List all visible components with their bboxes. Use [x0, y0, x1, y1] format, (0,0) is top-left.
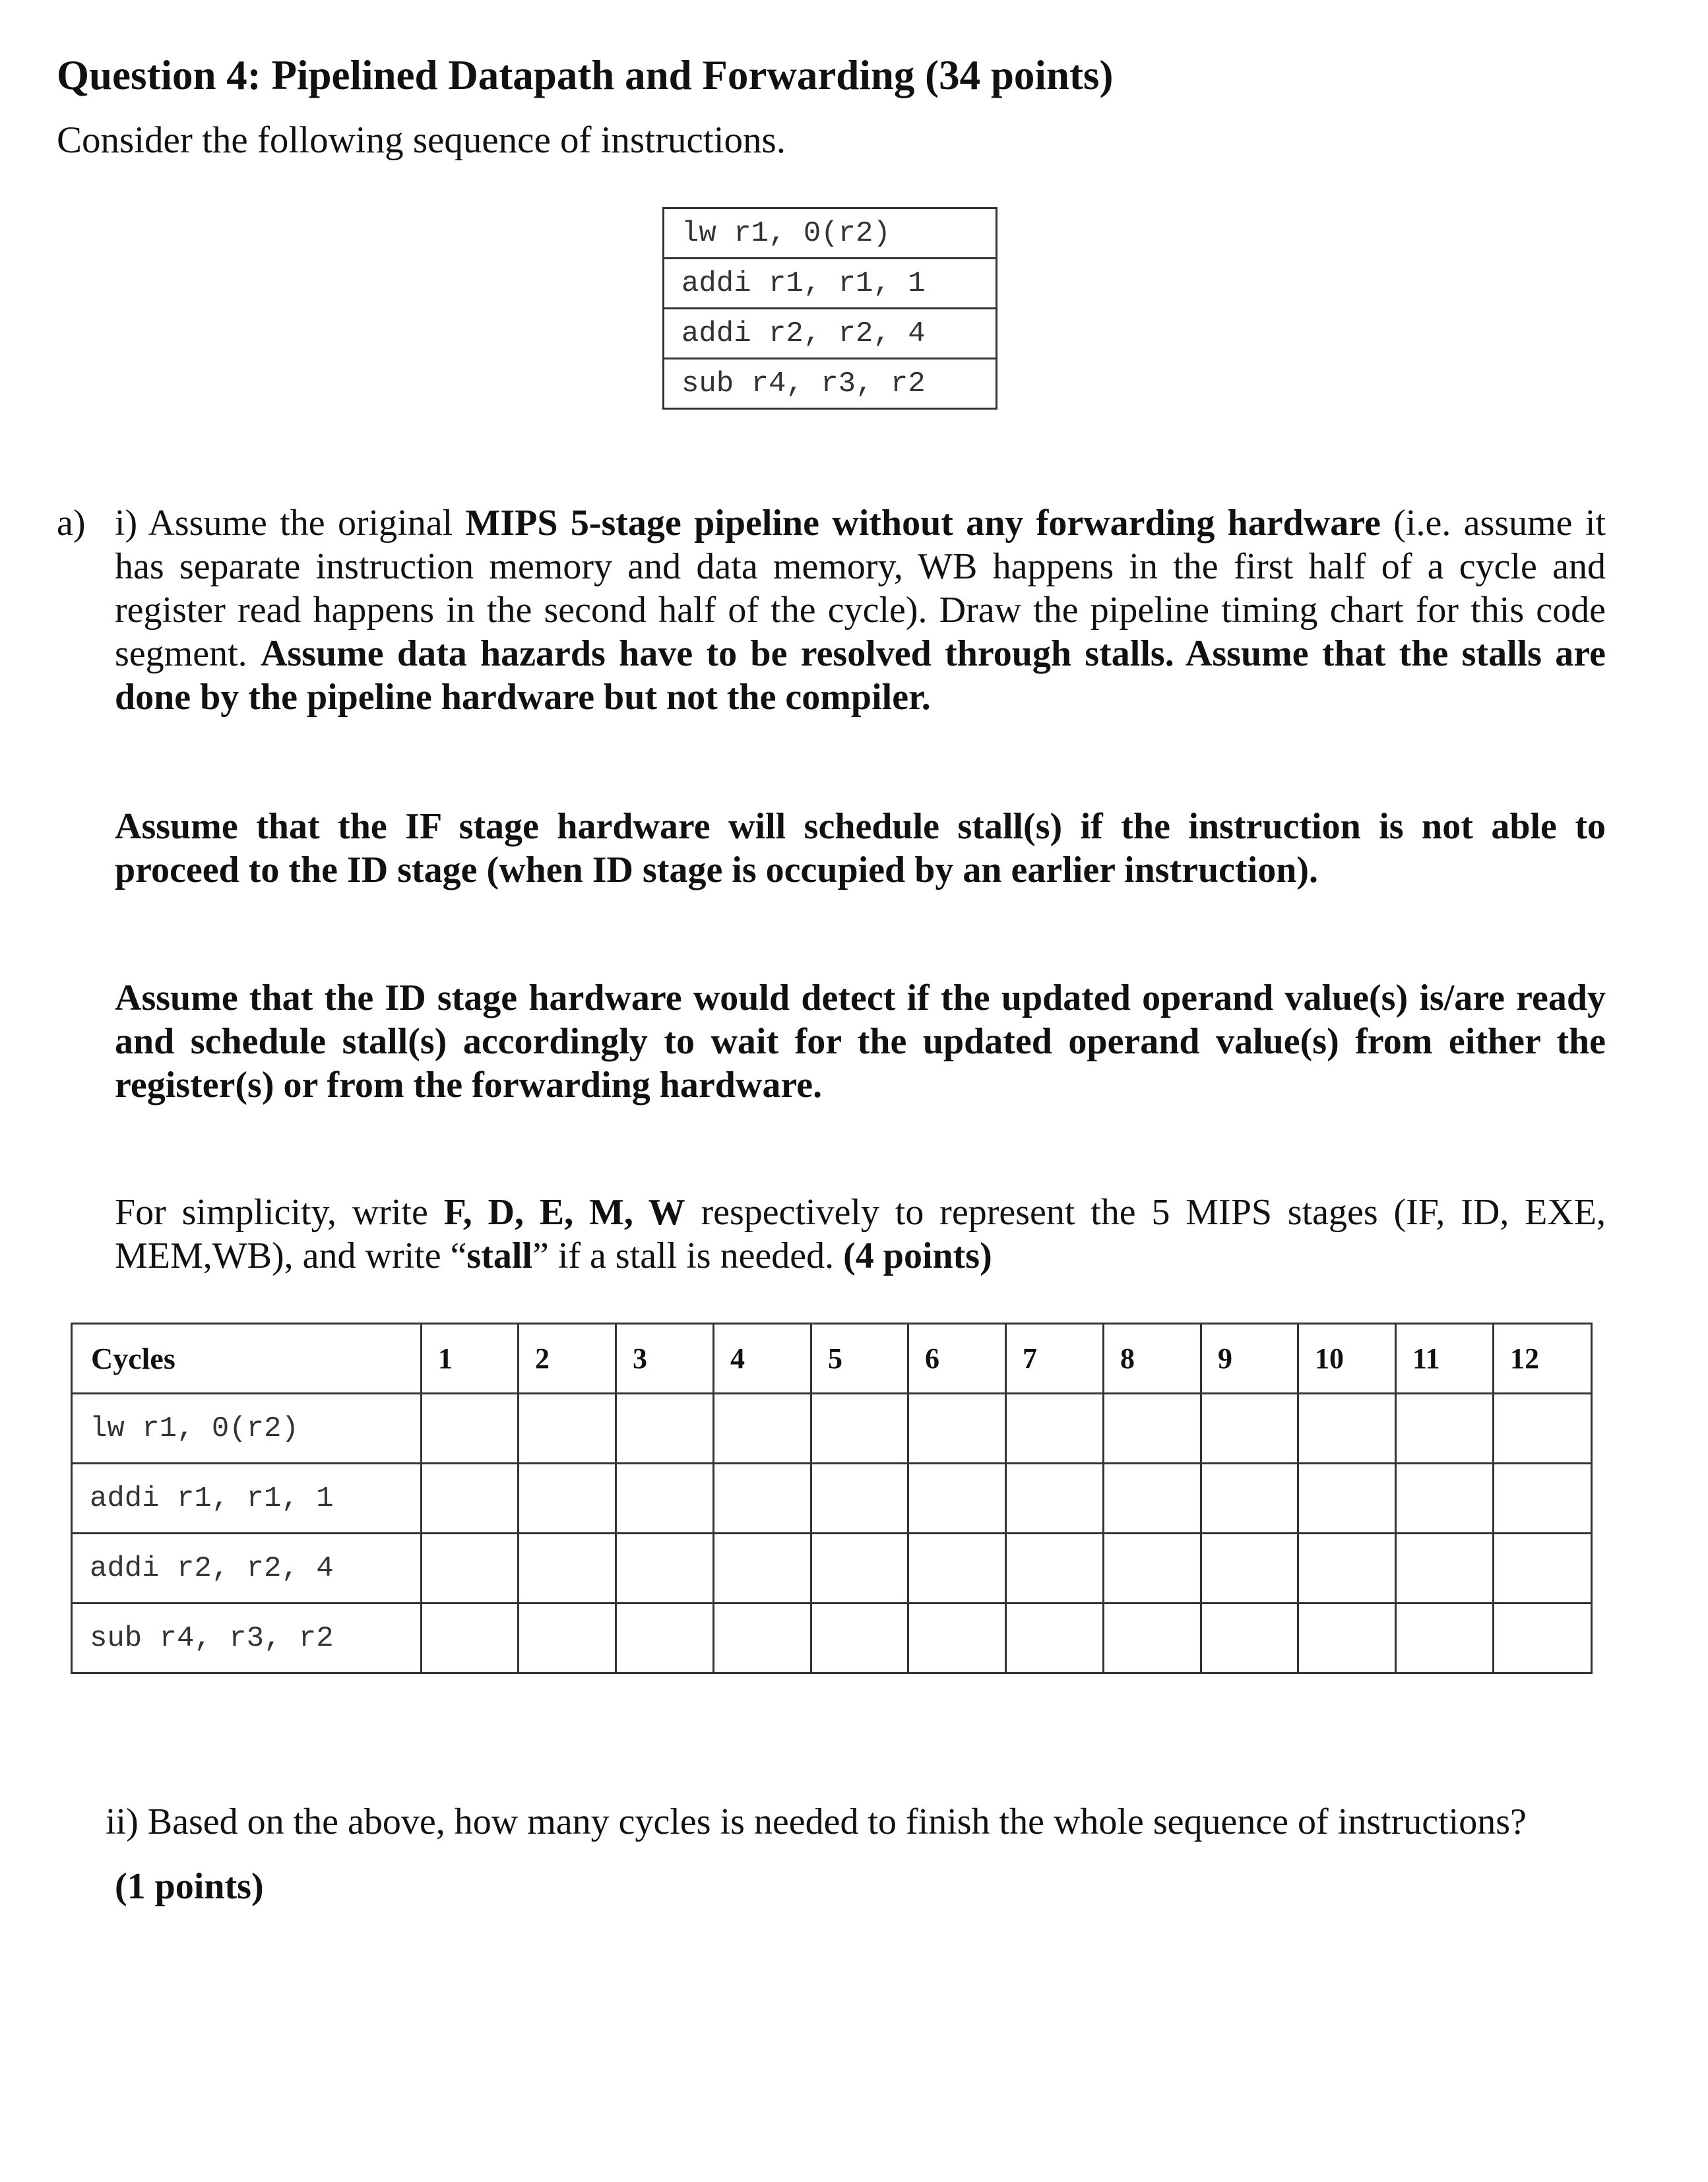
instruction-text: addi r1, r1, 1	[664, 259, 997, 309]
part-a-bold-2: Assume data hazards have to be resolved through stalls. Assume that the stalls are done by the pipeline hardware but not the compiler.	[115, 633, 1606, 718]
instruction-text: addi r2, r2, 4	[664, 309, 997, 359]
pipeline-timing-table	[71, 1323, 1593, 1674]
instruction-row	[664, 259, 997, 309]
answer-cell[interactable]	[1494, 1534, 1592, 1604]
answer-cell[interactable]	[519, 1394, 616, 1464]
cycle-header: 8	[1104, 1324, 1201, 1394]
answer-cell[interactable]	[1104, 1464, 1201, 1534]
answer-cell[interactable]	[1201, 1394, 1298, 1464]
instruction-text: lw r1, 0(r2)	[664, 208, 997, 259]
answer-cell[interactable]	[908, 1604, 1006, 1673]
answer-cell[interactable]	[616, 1464, 714, 1534]
answer-cell[interactable]	[1201, 1534, 1298, 1604]
part-a-bold-1: MIPS 5-stage pipeline without any forwarding hardware	[465, 503, 1381, 544]
instruction-row	[664, 309, 997, 359]
instruction-text: sub r4, r3, r2	[664, 359, 997, 409]
answer-cell[interactable]	[616, 1604, 714, 1673]
answer-cell[interactable]	[422, 1394, 519, 1464]
answer-cell[interactable]	[811, 1604, 908, 1673]
if-stage-assumption: Assume that the IF stage hardware will schedule stall(s) if the instruction is not able to proceed to the ID stage (when ID stage is occupied by an earlier instruction).	[115, 806, 1606, 890]
answer-cell[interactable]	[1104, 1604, 1201, 1673]
answer-cell[interactable]	[1201, 1604, 1298, 1673]
table-row	[72, 1604, 1592, 1673]
answer-cell[interactable]	[811, 1534, 908, 1604]
part-ii-points: (1 points)	[115, 1866, 264, 1907]
row-instruction: sub r4, r3, r2	[72, 1604, 422, 1673]
id-stage-assumption: Assume that the ID stage hardware would detect if the updated operand value(s) is/are ready and schedule stall(s) accordingly to wait for the updated operand value(s) from either the register(s) or from the forwarding hardware.	[115, 978, 1606, 1106]
answer-cell[interactable]	[1298, 1534, 1396, 1604]
answer-cell[interactable]	[519, 1464, 616, 1534]
answer-cell[interactable]	[1494, 1394, 1592, 1464]
cycle-header: 2	[519, 1324, 616, 1394]
answer-cell[interactable]	[714, 1394, 811, 1464]
part-a-question	[115, 501, 1606, 719]
table-row	[72, 1534, 1592, 1604]
cycle-header: 12	[1494, 1324, 1592, 1394]
answer-cell[interactable]	[1006, 1464, 1104, 1534]
answer-cell[interactable]	[1298, 1604, 1396, 1673]
answer-cell[interactable]	[908, 1464, 1006, 1534]
answer-cell[interactable]	[1494, 1464, 1592, 1534]
cycles-header: Cycles	[72, 1324, 422, 1394]
answer-cell[interactable]	[1104, 1534, 1201, 1604]
row-instruction: addi r1, r1, 1	[72, 1464, 422, 1534]
answer-cell[interactable]	[1396, 1534, 1494, 1604]
answer-cell[interactable]	[714, 1604, 811, 1673]
cycle-header: 3	[616, 1324, 714, 1394]
answer-cell[interactable]	[811, 1464, 908, 1534]
answer-cell[interactable]	[1104, 1394, 1201, 1464]
simplicity-note: For simplicity, write F, D, E, M, W respectively to represent the 5 MIPS stages (IF, ID, EXE, MEM,WB), and write “stall” if a stall is needed. (4 points)	[115, 1192, 1606, 1276]
instruction-sequence-box	[662, 207, 997, 410]
instruction-row	[664, 208, 997, 259]
answer-cell[interactable]	[1396, 1394, 1494, 1464]
part-a-text-2: (i.e. assume it has separate instruction memory and data memory, WB happens in the first half of a cycle and register read happens in the second half of the cycle). Draw the pipeline timing chart for this code segment.	[115, 503, 1606, 674]
answer-cell[interactable]	[714, 1464, 811, 1534]
answer-cell[interactable]	[1396, 1464, 1494, 1534]
answer-cell[interactable]	[1494, 1604, 1592, 1673]
answer-cell[interactable]	[422, 1534, 519, 1604]
answer-cell[interactable]	[519, 1604, 616, 1673]
answer-cell[interactable]	[1298, 1394, 1396, 1464]
answer-cell[interactable]	[1006, 1534, 1104, 1604]
part-a-text-1: i) Assume the original	[115, 503, 466, 544]
cycle-header: 6	[908, 1324, 1006, 1394]
cycle-header: 1	[422, 1324, 519, 1394]
table-row	[72, 1464, 1592, 1534]
cycle-header: 7	[1006, 1324, 1104, 1394]
cycle-header: 10	[1298, 1324, 1396, 1394]
answer-cell[interactable]	[616, 1394, 714, 1464]
part-ii-question: ii) Based on the above, how many cycles is needed to finish the whole sequence of instructions?	[106, 1801, 1527, 1842]
answer-cell[interactable]	[1006, 1604, 1104, 1673]
answer-cell[interactable]	[908, 1394, 1006, 1464]
answer-cell[interactable]	[616, 1534, 714, 1604]
answer-cell[interactable]	[811, 1394, 908, 1464]
answer-cell[interactable]	[714, 1534, 811, 1604]
question-title: Question 4: Pipelined Datapath and Forwarding (34 points)	[57, 52, 1114, 98]
points-label: (4 points)	[843, 1235, 992, 1276]
cycle-header: 9	[1201, 1324, 1298, 1394]
answer-cell[interactable]	[519, 1534, 616, 1604]
instruction-row	[664, 359, 997, 409]
part-a-label: a)	[57, 503, 86, 544]
answer-cell[interactable]	[422, 1604, 519, 1673]
cycle-header: 5	[811, 1324, 908, 1394]
answer-cell[interactable]	[1298, 1464, 1396, 1534]
answer-cell[interactable]	[422, 1464, 519, 1534]
row-instruction: lw r1, 0(r2)	[72, 1394, 422, 1464]
answer-cell[interactable]	[1396, 1604, 1494, 1673]
cycle-header: 11	[1396, 1324, 1494, 1394]
answer-cell[interactable]	[1006, 1394, 1104, 1464]
answer-cell[interactable]	[908, 1534, 1006, 1604]
cycle-header: 4	[714, 1324, 811, 1394]
table-header-row	[72, 1324, 1592, 1394]
intro-text: Consider the following sequence of instructions.	[57, 119, 786, 161]
table-row	[72, 1394, 1592, 1464]
row-instruction: addi r2, r2, 4	[72, 1534, 422, 1604]
answer-cell[interactable]	[1201, 1464, 1298, 1534]
